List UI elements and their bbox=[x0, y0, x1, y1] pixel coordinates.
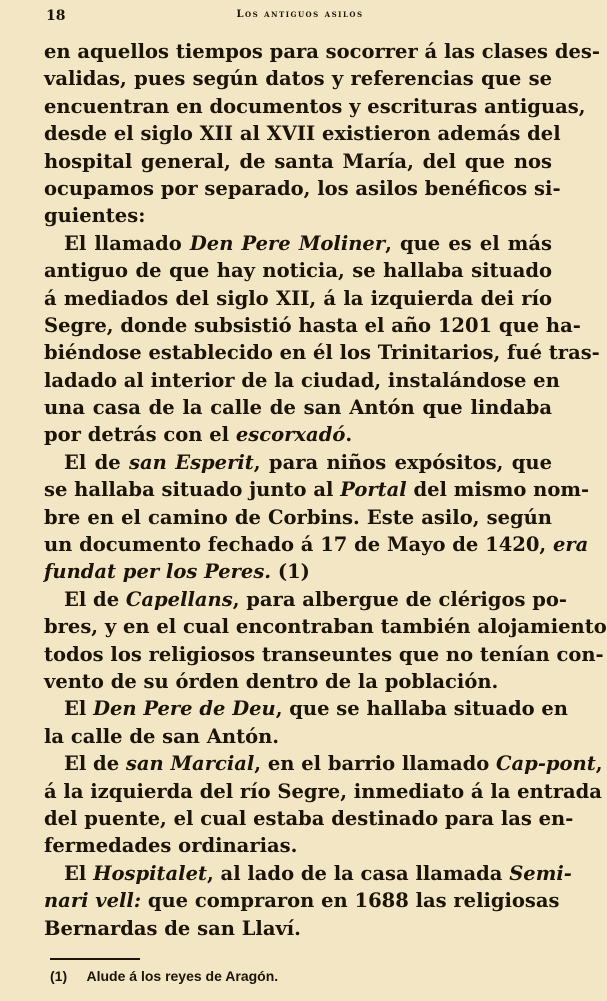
text-segment: fermedades ordinarias. bbox=[44, 834, 298, 858]
text-segment: , al lado de la casa llamada bbox=[206, 861, 510, 885]
italic-text: Den Pere de Deu bbox=[93, 697, 276, 721]
footnote bbox=[50, 968, 278, 984]
text-segment: que compraron en 1688 las religiosas bbox=[141, 889, 560, 913]
text-line bbox=[44, 175, 561, 202]
text-segment: antiguo de que hay noticia, se hallaba situado bbox=[44, 259, 552, 283]
text-segment: biéndose establecido en él los Trinitarios, fué tras- bbox=[44, 341, 600, 365]
text-segment: á mediados del siglo XII, á la izquierda dei río bbox=[44, 286, 552, 310]
italic-text: Semi- bbox=[509, 861, 572, 885]
text-segment: guientes: bbox=[44, 204, 146, 228]
text-segment: El bbox=[64, 861, 94, 885]
text-segment: Bernardas de san Llaví. bbox=[44, 916, 301, 940]
running-title: Los antiguos asilos bbox=[236, 9, 364, 20]
text-line bbox=[44, 93, 586, 120]
text-line bbox=[44, 558, 552, 585]
page-header bbox=[46, 8, 554, 28]
text-segment: El de bbox=[64, 752, 126, 776]
text-segment: en aquellos tiempos para socorrer á las clases des- bbox=[44, 40, 600, 63]
text-segment: El de bbox=[64, 587, 126, 611]
text-line bbox=[44, 668, 552, 695]
text-segment: encuentran en documentos y escrituras antiguas, bbox=[44, 94, 586, 118]
text-segment: se hallaba situado junto al bbox=[44, 478, 341, 502]
text-segment: , bbox=[595, 752, 603, 776]
text-segment: , que se hallaba situado en bbox=[275, 697, 568, 721]
italic-text: san Esperit bbox=[129, 450, 254, 474]
text-segment: , que es el más bbox=[385, 231, 553, 255]
text-line bbox=[44, 449, 552, 476]
text-line bbox=[44, 202, 552, 229]
text-segment: Segre, donde subsistió hasta el año 1201 que ha- bbox=[44, 313, 581, 337]
text-segment: (1) bbox=[271, 560, 310, 584]
paragraph bbox=[44, 449, 590, 586]
text-line bbox=[44, 312, 581, 339]
text-line bbox=[44, 120, 561, 147]
paragraph bbox=[44, 38, 600, 230]
text-segment: El de bbox=[64, 450, 130, 474]
text-line bbox=[44, 285, 552, 312]
italic-text: nari vell: bbox=[44, 889, 142, 913]
footnote-mark: (1) bbox=[50, 968, 68, 984]
text-line bbox=[44, 394, 552, 421]
text-line bbox=[44, 339, 600, 366]
text-segment: , para albergue de clérigos po- bbox=[232, 587, 567, 611]
text-segment: bre en el camino de Corbins. Este asilo, según bbox=[44, 505, 552, 529]
text-segment: bres, y en el cual encontraban también alojamiento bbox=[44, 615, 607, 639]
footnote-text: Alude á los reyes de Aragón. bbox=[86, 968, 279, 984]
italic-text: Capellans bbox=[125, 587, 233, 611]
text-segment: El llamado bbox=[64, 231, 190, 255]
italic-text: Den Pere Moliner bbox=[189, 231, 386, 255]
text-segment: , para niños expósitos, que bbox=[253, 450, 553, 474]
italic-text: Hospitalet bbox=[93, 861, 207, 885]
text-line bbox=[44, 887, 560, 914]
text-line bbox=[44, 586, 567, 613]
text-line bbox=[44, 421, 552, 448]
text-line bbox=[44, 915, 552, 942]
text-line bbox=[44, 65, 552, 92]
text-segment: ocupamos por separado, los asilos benéficos si- bbox=[44, 176, 561, 200]
text-segment: á la izquierda del río Segre, inmediato á la entrada bbox=[44, 779, 602, 803]
footnote-divider bbox=[50, 958, 140, 960]
italic-text: san Marcial bbox=[125, 752, 255, 776]
italic-text: escorxadó bbox=[235, 423, 346, 447]
text-line bbox=[44, 860, 572, 887]
text-line bbox=[44, 148, 552, 175]
text-segment: El bbox=[64, 697, 94, 721]
text-segment: una casa de la calle de san Antón que lindaba bbox=[44, 396, 552, 420]
paragraph bbox=[44, 695, 568, 750]
text-segment: todos los religiosos transeuntes que no tenían con- bbox=[44, 642, 604, 666]
text-line bbox=[44, 723, 552, 750]
text-line bbox=[44, 641, 604, 668]
italic-text: Cap-pont bbox=[496, 752, 596, 776]
text-segment: la calle de san Antón. bbox=[44, 724, 280, 748]
italic-text: era bbox=[552, 533, 589, 557]
text-line bbox=[44, 695, 568, 722]
italic-text: fundat per los Peres. bbox=[44, 560, 272, 584]
paragraph bbox=[44, 586, 607, 696]
page-number: 18 bbox=[46, 8, 66, 24]
text-line bbox=[44, 367, 560, 394]
paragraph bbox=[44, 230, 600, 449]
text-line bbox=[44, 778, 602, 805]
text-line bbox=[44, 750, 603, 777]
text-line bbox=[44, 531, 589, 558]
text-segment: del mismo nom- bbox=[406, 478, 590, 502]
text-line bbox=[44, 613, 607, 640]
text-line bbox=[44, 476, 590, 503]
text-line bbox=[44, 504, 552, 531]
italic-text: Portal bbox=[340, 478, 407, 502]
text-segment: ladado al interior de la ciudad, instalándose en bbox=[44, 368, 560, 392]
text-segment: validas, pues según datos y referencias que se bbox=[44, 67, 552, 91]
paragraph bbox=[44, 750, 603, 860]
text-segment: del puente, el cual estaba destinado para las en- bbox=[44, 806, 574, 830]
text-segment: hospital general, de santa María, del que nos bbox=[44, 149, 552, 173]
text-line bbox=[44, 805, 574, 832]
text-line bbox=[44, 832, 552, 859]
text-segment: vento de su órden dentro de la población. bbox=[44, 669, 499, 693]
body-text bbox=[44, 38, 607, 942]
text-segment: un documento fechado á 17 de Mayo de 1420, bbox=[44, 533, 553, 557]
paragraph bbox=[44, 860, 572, 942]
text-segment: . bbox=[345, 423, 353, 447]
text-line bbox=[44, 230, 552, 257]
text-line bbox=[44, 38, 600, 65]
text-line bbox=[44, 257, 552, 284]
text-segment: por detrás con el bbox=[44, 423, 236, 447]
text-segment: desde el siglo XII al XVII existieron además del bbox=[44, 122, 561, 146]
text-segment: , en el barrio llamado bbox=[254, 752, 497, 776]
